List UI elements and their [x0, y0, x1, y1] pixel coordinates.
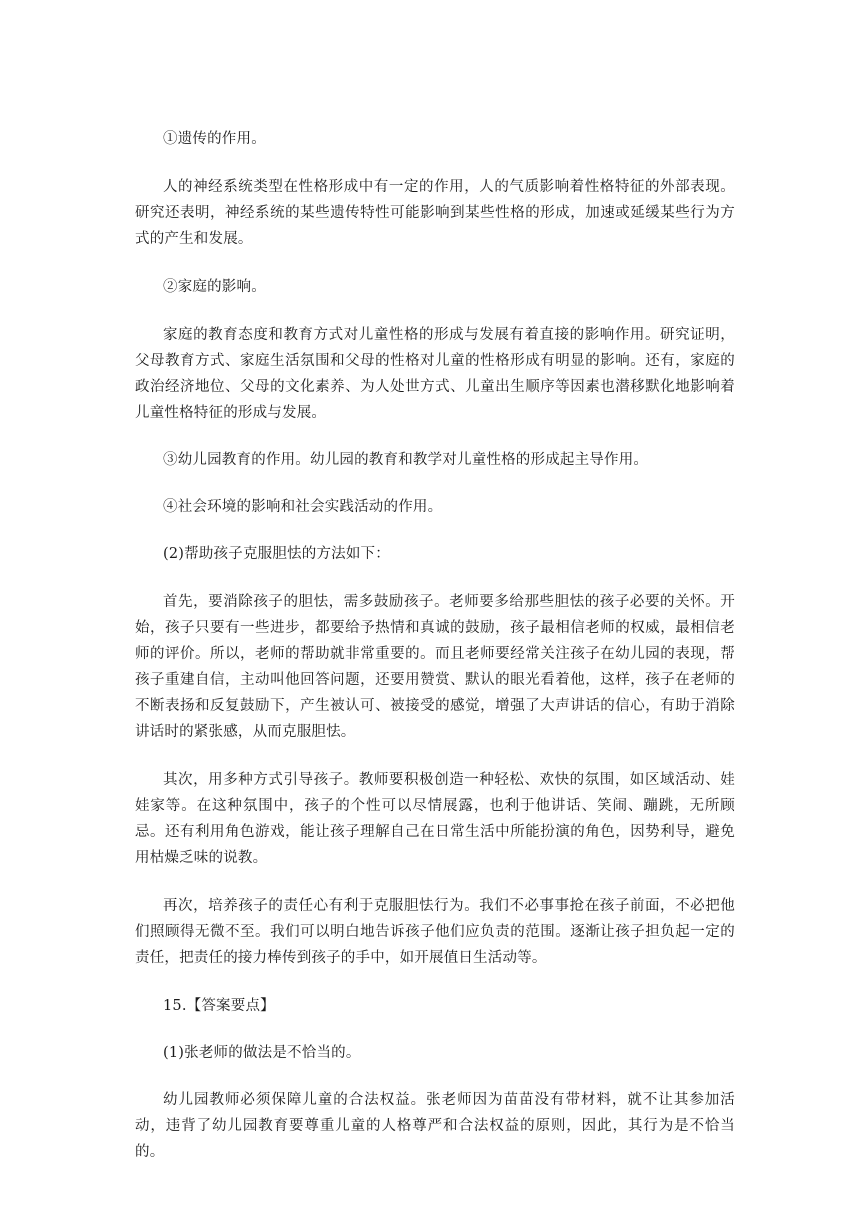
- paragraph-second: 其次，用多种方式引导孩子。教师要积极创造一种轻松、欢快的氛围，如区域活动、娃娃家等。在这种氛围中，孩子的个性可以尽情展露，也利于他讲话、笑闹、蹦跳，无所顾忌。还有利用角色游戏，能让孩子理解自己在日常生活中所能扮演的角色，因势利导，避免用枯燥乏味的说教。: [135, 772, 735, 866]
- heading-answer-15: 15.【答案要点】: [163, 998, 275, 1014]
- heading-society: ④社会环境的影响和社会实践活动的作用。: [163, 499, 443, 515]
- paragraph-heredity: 人的神经系统类型在性格形成中有一定的作用，人的气质影响着性格特征的外部表现。研究还表明，神经系统的某些遗传特性可能影响到某些性格的形成，加速或延缓某些行为方式的产生和发展。: [135, 179, 735, 247]
- paragraph-first: 首先，要消除孩子的胆怯，需多鼓励孩子。老师要多给那些胆怯的孩子必要的关怀。开始，孩子只要有一些进步，都要给予热情和真诚的鼓励，孩子最相信老师的权威，最相信老师的评价。所以，老师的帮助就非常重要的。而且老师要经常关注孩子在幼儿园的表现，帮孩子重建自信，主动叫他回答问题，还要用赞赏、默认的眼光看着他，这样，孩子在老师的不断表扬和反复鼓励下，产生被认可、被接受的感觉，增强了大声讲话的信心，有助于消除讲话时的紧张感，从而克服胆怯。: [135, 594, 735, 740]
- heading-heredity: ①遗传的作用。: [163, 131, 266, 147]
- paragraph-family: 家庭的教育态度和教育方式对儿童性格的形成与发展有着直接的影响作用。研究证明，父母教育方式、家庭生活氛围和父母的性格对儿童的性格形成有明显的影响。还有，家庭的政治经济地位、父母的文化素养、为人处世方式、儿童出生顺序等因素也潜移默化地影响着儿童性格特征的形成与发展。: [135, 327, 735, 421]
- document-page: [135, 126, 735, 1165]
- heading-overcome-timidity: (2)帮助孩子克服胆怯的方法如下：: [163, 546, 390, 562]
- paragraph-kindergarten: ③幼儿园教育的作用。幼儿园的教育和教学对儿童性格的形成起主导作用。: [163, 452, 649, 468]
- paragraph-third: 再次，培养孩子的责任心有利于克服胆怯行为。我们不必事事抢在孩子前面，不必把他们照顾得无微不至。我们可以明白地告诉孩子他们应负责的范围。逐渐让孩子担负起一定的责任，把责任的接力棒传到孩子的手中，如开展值日生活动等。: [135, 898, 735, 966]
- paragraph-rights: 幼儿园教师必须保障儿童的合法权益。张老师因为苗苗没有带材料，就不让其参加活动，违背了幼儿园教育要尊重儿童的人格尊严和合法权益的原则，因此，其行为是不恰当的。: [135, 1092, 735, 1160]
- heading-family: ②家庭的影响。: [163, 279, 266, 295]
- heading-teacher-zhang: (1)张老师的做法是不恰当的。: [163, 1045, 361, 1061]
